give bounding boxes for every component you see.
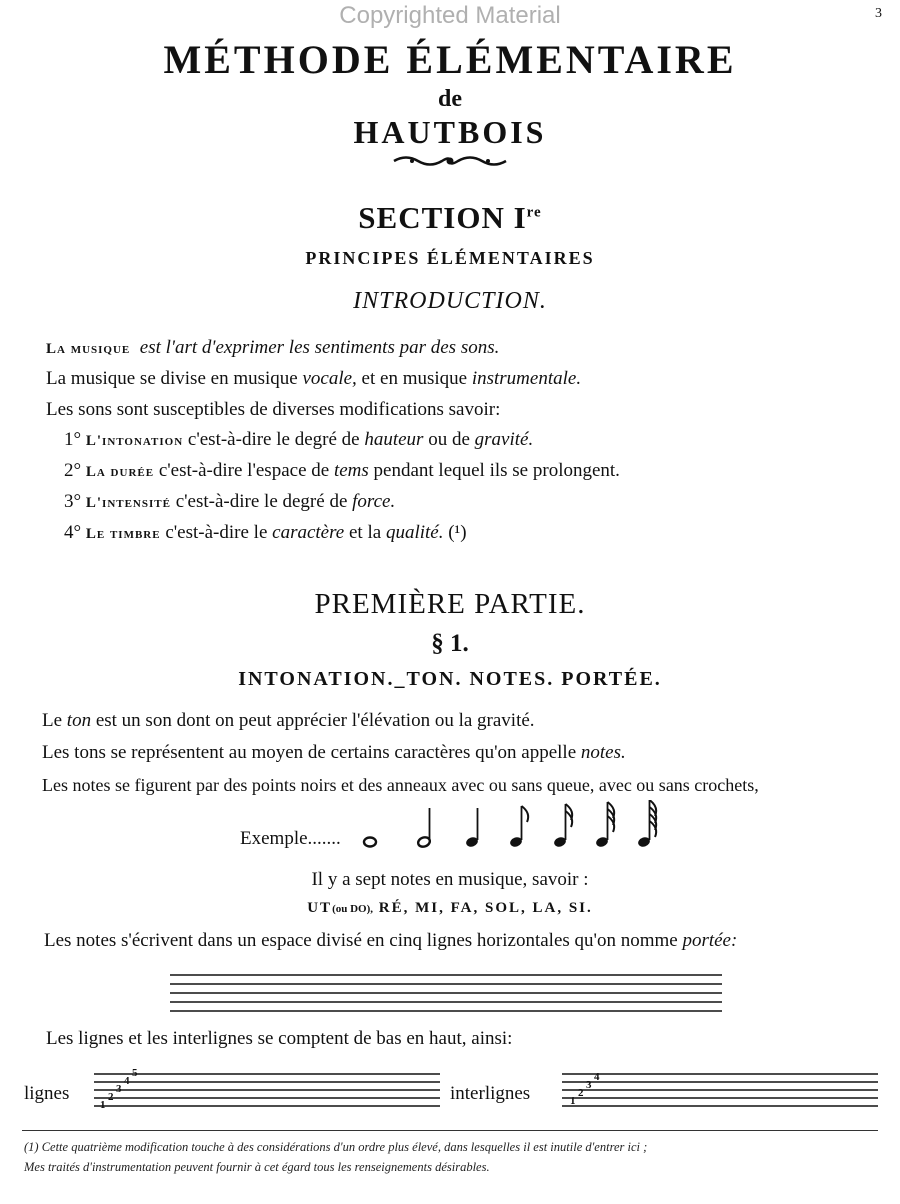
intro-line-2: La musique se divise en musique vocale, et en musique instrumentale. bbox=[46, 368, 582, 389]
intro-line-3: Les sons sont susceptibles de diverses modifications savoir: bbox=[46, 399, 501, 420]
ligne-number-3: 3 bbox=[116, 1083, 122, 1095]
staff-description: Les notes s'écrivent dans un espace divisé en cinq lignes horizontales qu'on nomme portée: bbox=[44, 930, 738, 951]
paragraph-number: § 1. bbox=[431, 630, 469, 657]
section-subtitle: PRINCIPES ÉLÉMENTAIRES bbox=[305, 248, 595, 268]
footnote-line-2: Mes traités d'instrumentation peuvent fournir à cet égard tous les renseignements désirables. bbox=[24, 1160, 490, 1174]
intro-item-1: 1° L'intonation c'est-à-dire le degré de hauteur ou de gravité. bbox=[64, 429, 534, 450]
note-examples bbox=[360, 800, 680, 856]
interligne-number-2: 2 bbox=[578, 1087, 584, 1099]
ornament-divider bbox=[392, 154, 508, 168]
title-de: de bbox=[438, 86, 462, 112]
ligne-number-2: 2 bbox=[108, 1091, 114, 1103]
body-line-2: Les tons se représentent au moyen de certains caractères qu'on appelle notes. bbox=[42, 742, 626, 763]
introduction-heading: INTRODUCTION. bbox=[353, 288, 547, 314]
interlignes-label: interlignes bbox=[450, 1083, 531, 1104]
count-description: Les lignes et les interlignes se comptent de bas en haut, ainsi: bbox=[46, 1028, 513, 1049]
intro-item-3: 3° L'intensité c'est-à-dire le degré de force. bbox=[64, 491, 396, 512]
half-note bbox=[417, 808, 431, 848]
ligne-number-5: 5 bbox=[132, 1067, 138, 1079]
ligne-number-1: 1 bbox=[100, 1099, 106, 1111]
page-number: 3 bbox=[875, 6, 882, 21]
lignes-staff-lines bbox=[94, 1068, 440, 1112]
eighth-note bbox=[509, 806, 528, 848]
interligne-number-4: 4 bbox=[594, 1071, 600, 1083]
sixteenth-note bbox=[553, 804, 572, 848]
title-hautbois: HAUTBOIS bbox=[353, 114, 547, 150]
watermark: Copyrighted Material bbox=[339, 2, 561, 29]
body-line-3: Les notes se figurent par des points noirs et des anneaux avec ou sans queue, avec ou sans crochets, bbox=[42, 775, 759, 795]
ligne-number-4: 4 bbox=[124, 1075, 130, 1087]
section-heading: SECTION Ire bbox=[358, 200, 542, 235]
intro-item-2: 2° La durée c'est-à-dire l'espace de tems pendant lequel ils se prolongent. bbox=[64, 460, 620, 481]
seven-notes-text: Il y a sept notes en musique, savoir : bbox=[311, 869, 589, 890]
title-methode: MÉTHODE ÉLÉMENTAIRE bbox=[163, 37, 737, 82]
part-title: PREMIÈRE PARTIE. bbox=[314, 588, 586, 620]
lignes-staff bbox=[94, 1068, 440, 1112]
paragraph-headings: INTONATION._TON. NOTES. PORTÉE. bbox=[238, 668, 662, 690]
example-label: Exemple....... bbox=[240, 828, 341, 849]
intro-item-4: 4° Le timbre c'est-à-dire le caractère et la qualité. (¹) bbox=[64, 522, 467, 543]
thirty-second-note bbox=[595, 802, 614, 848]
footnote-divider bbox=[22, 1130, 878, 1131]
footnote-line-1: (1) Cette quatrième modification touche à des considérations d'un ordre plus élevé, dans lesquelles il est inutile d'entrer ici ; bbox=[24, 1140, 648, 1154]
lignes-label: lignes bbox=[24, 1083, 70, 1104]
quarter-note bbox=[465, 808, 479, 848]
interligne-number-1: 1 bbox=[570, 1095, 576, 1107]
interlignes-staff bbox=[562, 1068, 878, 1112]
whole-note bbox=[364, 838, 376, 847]
sixty-fourth-note bbox=[637, 800, 656, 848]
intro-line-1: La musique est l'art d'exprimer les sentiments par des sons. bbox=[46, 337, 500, 358]
body-line-1: Le ton est un son dont on peut apprécier l'élévation ou la gravité. bbox=[42, 710, 535, 731]
interlignes-staff-lines bbox=[562, 1068, 878, 1112]
interligne-number-3: 3 bbox=[586, 1079, 592, 1091]
staff-example bbox=[170, 972, 722, 1016]
note-names: UT(ou DO), RÉ, MI, FA, SOL, LA, SI. bbox=[307, 900, 593, 916]
